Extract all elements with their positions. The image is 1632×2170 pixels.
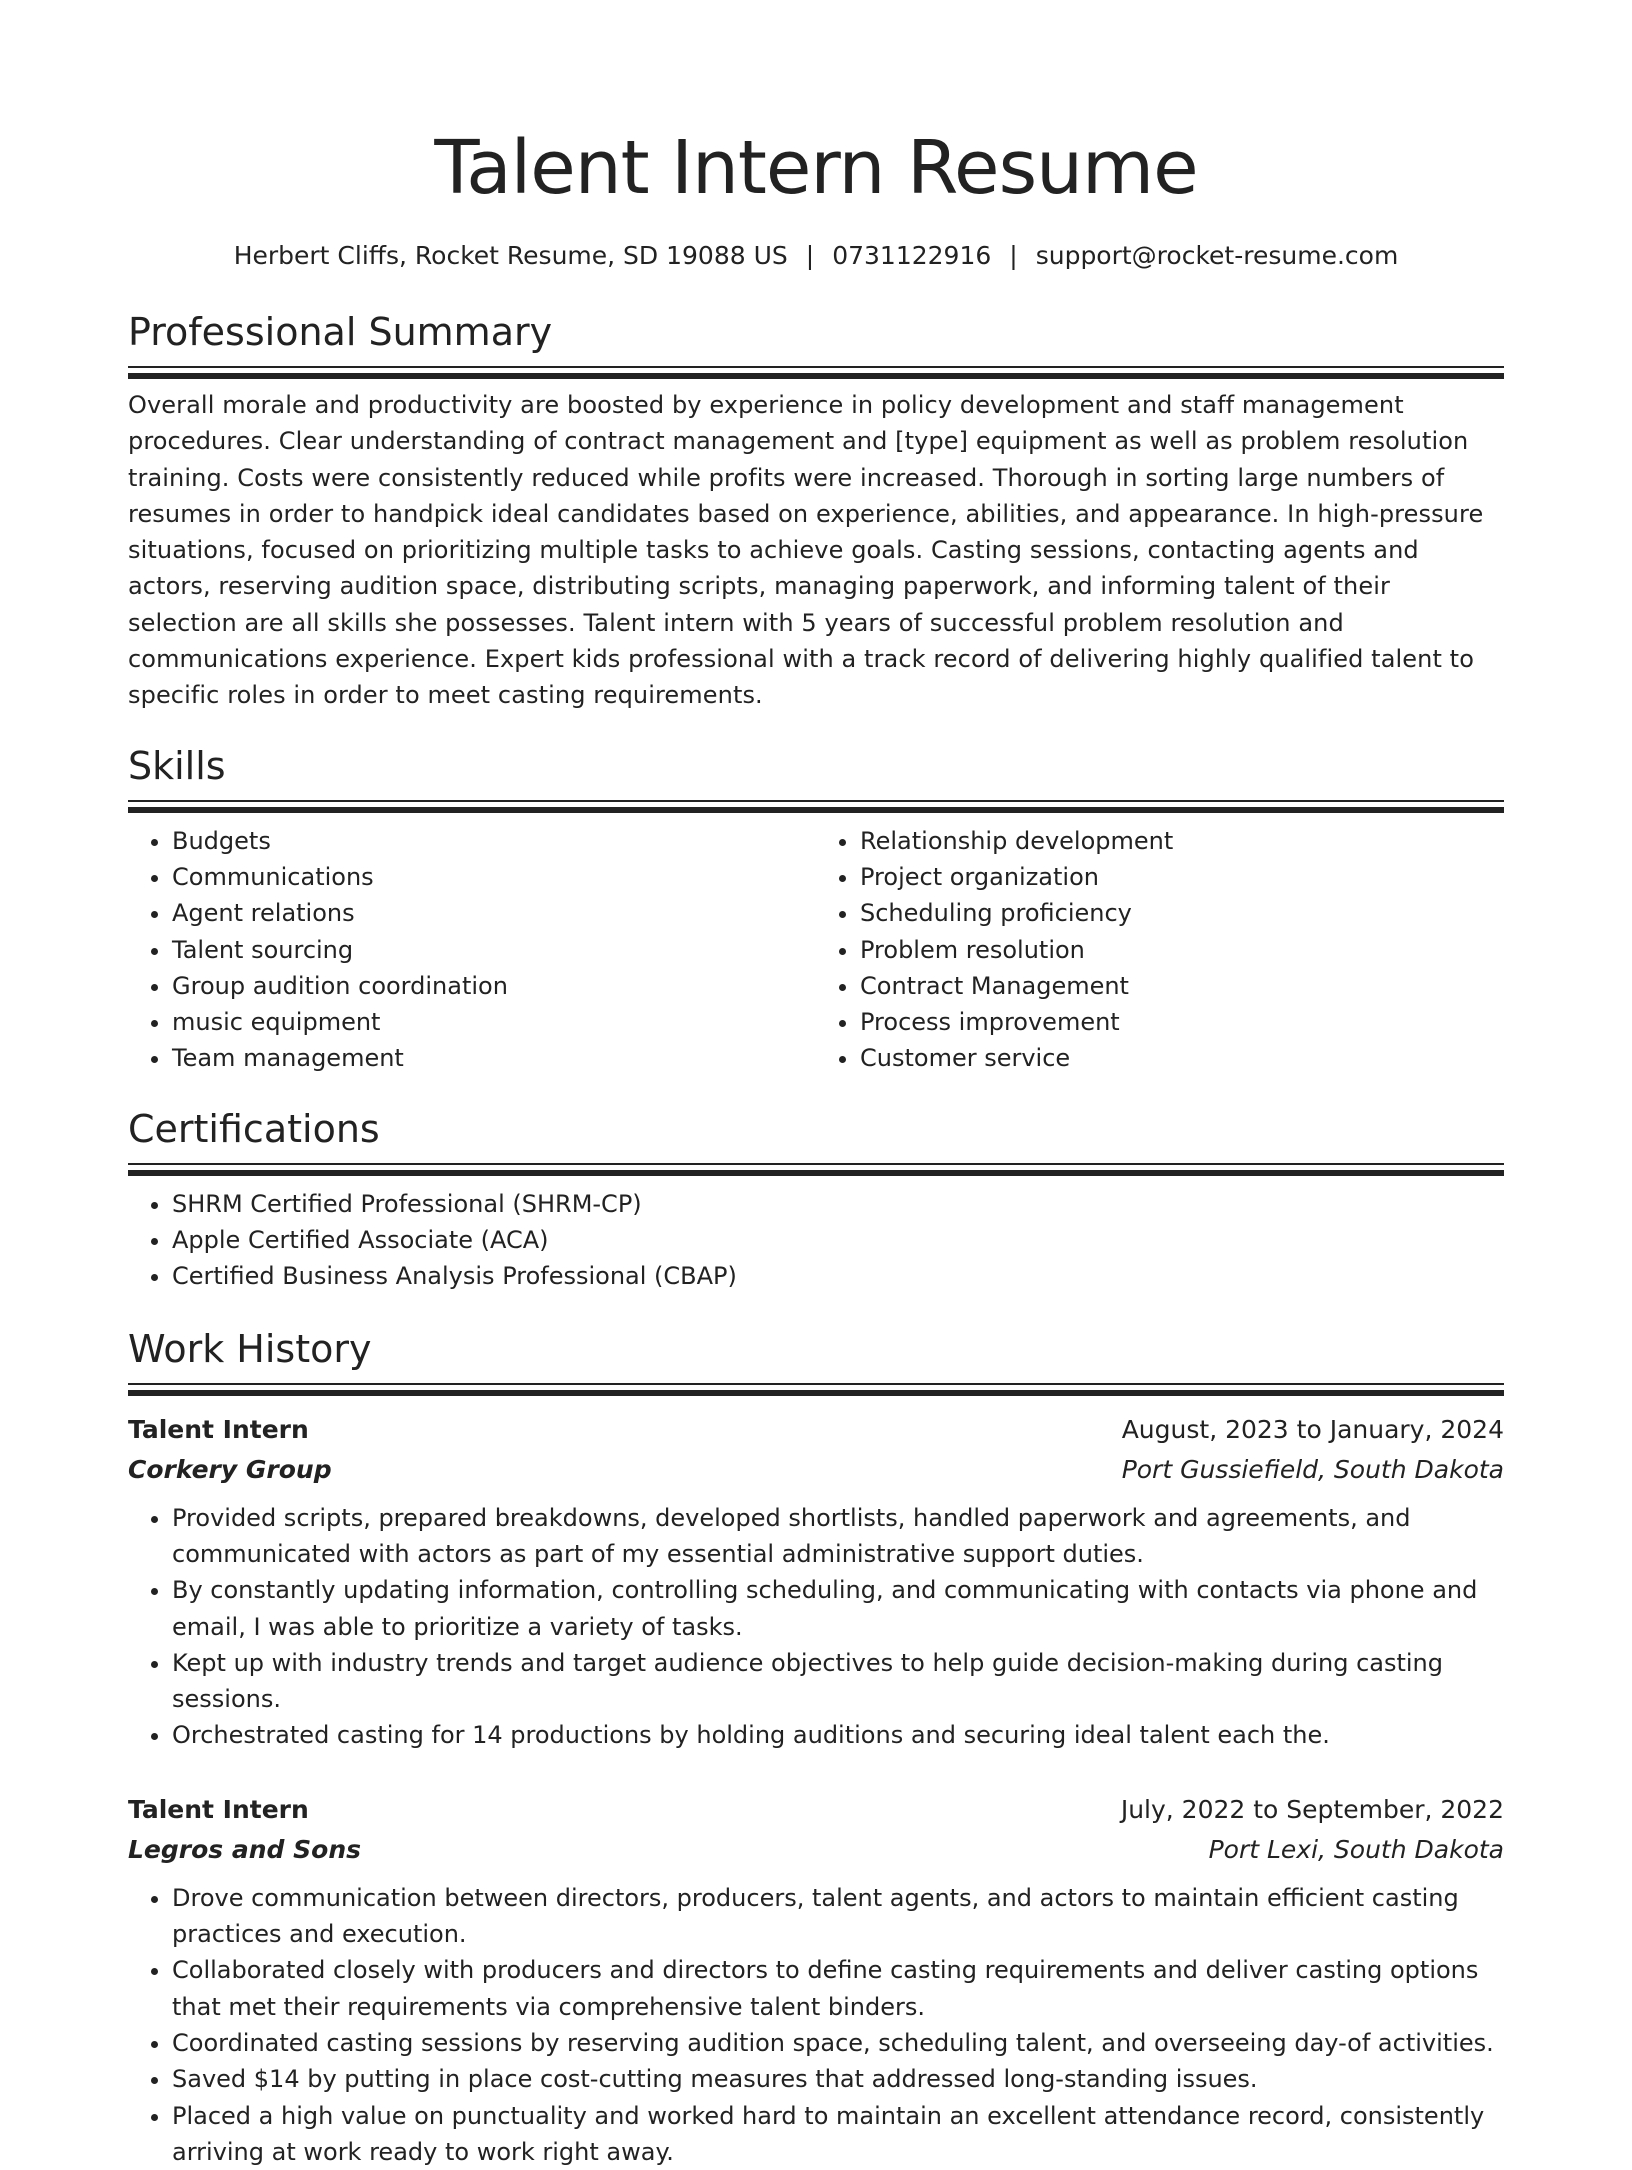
list-item: • Team management [172,1040,816,1076]
list-item: • Talent sourcing [172,932,816,968]
job-company: Legros and Sons [128,1830,361,1870]
job-dates: August, 2023 to January, 2024 [1122,1410,1504,1450]
list-item: • Communications [172,859,816,895]
list-item: • Orchestrated casting for 14 productions by holding auditions and securing ideal talent each the. [172,1717,1504,1753]
list-item: • Contract Management [860,968,1504,1004]
job-dates: July, 2022 to September, 2022 [1121,1790,1504,1830]
list-item: • Drove communication between directors, producers, talent agents, and actors to maintain efficient casting practices and execution. [172,1880,1504,1953]
skills-list-left [128,823,816,1077]
skills-columns [128,823,1504,1077]
contact-separator: | [991,238,1035,274]
jobs-container [128,1410,1504,2170]
work-history-section [128,1323,1504,2170]
job-location: Port Lexi, South Dakota [1209,1830,1504,1870]
job-title: Talent Intern [128,1410,309,1450]
section-heading-summary: Professional Summary [128,306,1504,358]
section-heading-certifications: Certifications [128,1103,1504,1155]
contact-separator: | [788,238,832,274]
skills-column-right [816,823,1504,1077]
certifications-section [128,1103,1504,1295]
job-company: Corkery Group [128,1450,332,1490]
list-item: • Scheduling proficiency [860,895,1504,931]
list-item: • Project organization [860,859,1504,895]
section-divider [128,800,1504,815]
section-divider [128,366,1504,381]
list-item: • Process improvement [860,1004,1504,1040]
job-company-row [128,1830,1504,1870]
list-item: • Customer service [860,1040,1504,1076]
job-entry [128,1410,1504,1754]
contact-line [128,238,1504,274]
list-item: • Budgets [172,823,816,859]
skills-column-left [128,823,816,1077]
list-item: • By constantly updating information, controlling scheduling, and communicating with contacts via phone and email, I was able to prioritize a variety of tasks. [172,1572,1504,1645]
list-item: • Saved $14 by putting in place cost-cutting measures that addressed long-standing issues. [172,2061,1504,2097]
document-title: Talent Intern Resume [128,118,1504,218]
contact-address: Herbert Cliffs, Rocket Resume, SD 19088 US [234,241,788,270]
section-divider [128,1383,1504,1398]
job-location: Port Gussiefield, South Dakota [1122,1450,1504,1490]
contact-email[interactable]: support@rocket-resume.com [1036,241,1399,270]
list-item: • Coordinated casting sessions by reserving audition space, scheduling talent, and overseeing day-of activities. [172,2025,1504,2061]
list-item: • Certified Business Analysis Professional (CBAP) [172,1258,1504,1294]
list-item: • SHRM Certified Professional (SHRM-CP) [172,1186,1504,1222]
section-divider [128,1163,1504,1178]
list-item: • Agent relations [172,895,816,931]
section-heading-work-history: Work History [128,1323,1504,1375]
list-item: • Collaborated closely with producers and directors to define casting requirements and deliver casting options that met their requirements via comprehensive talent binders. [172,1952,1504,2025]
skills-section [128,740,1504,1077]
list-item: • Apple Certified Associate (ACA) [172,1222,1504,1258]
list-item: • Kept up with industry trends and target audience objectives to help guide decision-making during casting sessions. [172,1645,1504,1718]
job-entry [128,1790,1504,2170]
section-heading-skills: Skills [128,740,1504,792]
job-bullet-list [128,1880,1504,2170]
summary-text: Overall morale and productivity are boosted by experience in policy development and staff management procedures. Clear understanding of contract management and [type] equipment as well as problem resolution training. Costs were consistently reduced while profits were increased. Thorough in sorting large numbers of resumes in order to handpick ideal candidates based on experience, abilities, and appearance. In high-pressure situations, focused on prioritizing multiple tasks to achieve goals. Casting sessions, contacting agents and actors, reserving audition space, distributing scripts, managing paperwork, and informing talent of their selection are all skills she possesses. Talent intern with 5 years of successful problem resolution and communications experience. Expert kids professional with a track record of delivering highly qualified talent to specific roles in order to meet casting requirements. [128,387,1504,714]
list-item: • Relationship development [860,823,1504,859]
list-item: • Provided scripts, prepared breakdowns, developed shortlists, handled paperwork and agreements, and communicated with actors as part of my essential administrative support duties. [172,1500,1504,1573]
list-item: • Problem resolution [860,932,1504,968]
list-item: • Placed a high value on punctuality and worked hard to maintain an excellent attendance record, consistently arriving at work ready to work right away. [172,2098,1504,2170]
list-item: • Group audition coordination [172,968,816,1004]
job-title: Talent Intern [128,1790,309,1830]
list-item: • music equipment [172,1004,816,1040]
certifications-list [128,1186,1504,1295]
contact-phone[interactable]: 0731122916 [832,241,991,270]
job-company-row [128,1450,1504,1490]
job-header-row [128,1790,1504,1830]
job-bullet-list [128,1500,1504,1754]
summary-section [128,306,1504,714]
job-header-row [128,1410,1504,1450]
skills-list-right [816,823,1504,1077]
